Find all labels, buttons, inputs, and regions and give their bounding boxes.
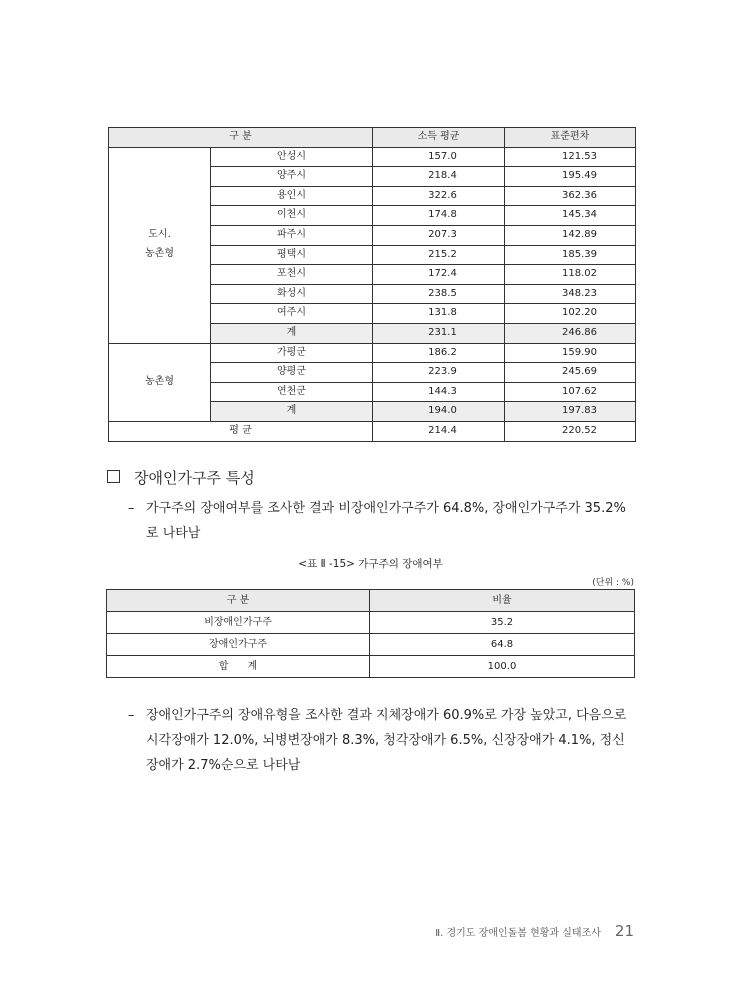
row-income: 238.5 bbox=[373, 284, 505, 304]
dash-bullet: – bbox=[128, 501, 135, 516]
row-name: 용인시 bbox=[211, 186, 373, 206]
average-stddev: 220.52 bbox=[505, 421, 636, 441]
row-name: 합 계 bbox=[107, 656, 370, 678]
group-label-rural: 농촌형 bbox=[109, 343, 211, 421]
row-income: 218.4 bbox=[373, 167, 505, 187]
table-row bbox=[109, 343, 636, 363]
row-income: 207.3 bbox=[373, 225, 505, 245]
table-header-row bbox=[109, 128, 636, 148]
checkbox-square-icon bbox=[107, 470, 120, 483]
paragraph-disability-types bbox=[128, 703, 636, 778]
disability-status-table bbox=[106, 589, 635, 678]
subtotal-income: 231.1 bbox=[373, 323, 505, 343]
row-income: 223.9 bbox=[373, 363, 505, 383]
row-name: 화성시 bbox=[211, 284, 373, 304]
paragraph-text: 장애인가구주의 장애유형을 조사한 결과 지체장애가 60.9%로 가장 높았고, 다음으로 시각장애가 12.0%, 뇌병변장애가 8.3%, 청각장애가 6.5%, 신장장애가 4.1%, 정신장애가 2.7%순으로 나타남 bbox=[146, 708, 627, 773]
row-value: 35.2 bbox=[370, 612, 635, 634]
table-caption: <표 Ⅱ -15> 가구주의 장애여부 bbox=[298, 558, 443, 570]
subtotal-stddev: 246.86 bbox=[505, 323, 636, 343]
row-income: 144.3 bbox=[373, 382, 505, 402]
row-stddev: 348.23 bbox=[505, 284, 636, 304]
row-name: 평택시 bbox=[211, 245, 373, 265]
income-table bbox=[108, 127, 636, 442]
row-stddev: 102.20 bbox=[505, 304, 636, 324]
row-stddev: 362.36 bbox=[505, 186, 636, 206]
average-row bbox=[109, 421, 636, 441]
row-income: 186.2 bbox=[373, 343, 505, 363]
row-stddev: 195.49 bbox=[505, 167, 636, 187]
section-title: 장애인가구주 특성 bbox=[134, 469, 255, 487]
table-row bbox=[107, 612, 635, 634]
row-name: 안성시 bbox=[211, 147, 373, 167]
page-footer bbox=[435, 922, 634, 940]
header-category: 구 분 bbox=[109, 128, 373, 148]
group-label-urban-rural: 도시. 농촌형 bbox=[109, 147, 211, 343]
chapter-title: Ⅱ. 경기도 장애인돌봄 현황과 실태조사 bbox=[435, 928, 601, 939]
row-stddev: 142.89 bbox=[505, 225, 636, 245]
row-name: 여주시 bbox=[211, 304, 373, 324]
row-income: 157.0 bbox=[373, 147, 505, 167]
header-income: 소득 평균 bbox=[373, 128, 505, 148]
row-name: 양평군 bbox=[211, 363, 373, 383]
row-name: 파주시 bbox=[211, 225, 373, 245]
section-heading bbox=[107, 467, 255, 488]
header-category: 구 분 bbox=[107, 590, 370, 612]
table-row bbox=[109, 147, 636, 167]
row-stddev: 185.39 bbox=[505, 245, 636, 265]
row-name: 장애인가구주 bbox=[107, 634, 370, 656]
row-value: 100.0 bbox=[370, 656, 635, 678]
subtotal-label: 계 bbox=[211, 402, 373, 422]
paragraph-text: 가구주의 장애여부를 조사한 결과 비장애인가구주가 64.8%, 장애인가구주가 35.2%로 나타남 bbox=[146, 501, 626, 541]
subtotal-stddev: 197.83 bbox=[505, 402, 636, 422]
table-row bbox=[107, 634, 635, 656]
row-name: 비장애인가구주 bbox=[107, 612, 370, 634]
average-income: 214.4 bbox=[373, 421, 505, 441]
page-number: 21 bbox=[614, 922, 634, 940]
subtotal-income: 194.0 bbox=[373, 402, 505, 422]
header-ratio: 비율 bbox=[370, 590, 635, 612]
row-name: 가평군 bbox=[211, 343, 373, 363]
row-name: 연천군 bbox=[211, 382, 373, 402]
row-stddev: 245.69 bbox=[505, 363, 636, 383]
total-row bbox=[107, 656, 635, 678]
row-income: 322.6 bbox=[373, 186, 505, 206]
row-name: 포천시 bbox=[211, 265, 373, 285]
row-stddev: 145.34 bbox=[505, 206, 636, 226]
row-value: 64.8 bbox=[370, 634, 635, 656]
row-stddev: 118.02 bbox=[505, 265, 636, 285]
row-income: 215.2 bbox=[373, 245, 505, 265]
row-stddev: 121.53 bbox=[505, 147, 636, 167]
subtotal-label: 계 bbox=[211, 323, 373, 343]
header-stddev: 표준편차 bbox=[505, 128, 636, 148]
row-name: 양주시 bbox=[211, 167, 373, 187]
dash-bullet: – bbox=[128, 708, 135, 723]
row-stddev: 107.62 bbox=[505, 382, 636, 402]
row-stddev: 159.90 bbox=[505, 343, 636, 363]
row-income: 131.8 bbox=[373, 304, 505, 324]
table-header-row bbox=[107, 590, 635, 612]
table-unit: (단위 : %) bbox=[592, 578, 634, 588]
row-income: 174.8 bbox=[373, 206, 505, 226]
average-label: 평 균 bbox=[109, 421, 373, 441]
row-income: 172.4 bbox=[373, 265, 505, 285]
paragraph-household-head-disability bbox=[128, 496, 636, 546]
row-name: 이천시 bbox=[211, 206, 373, 226]
